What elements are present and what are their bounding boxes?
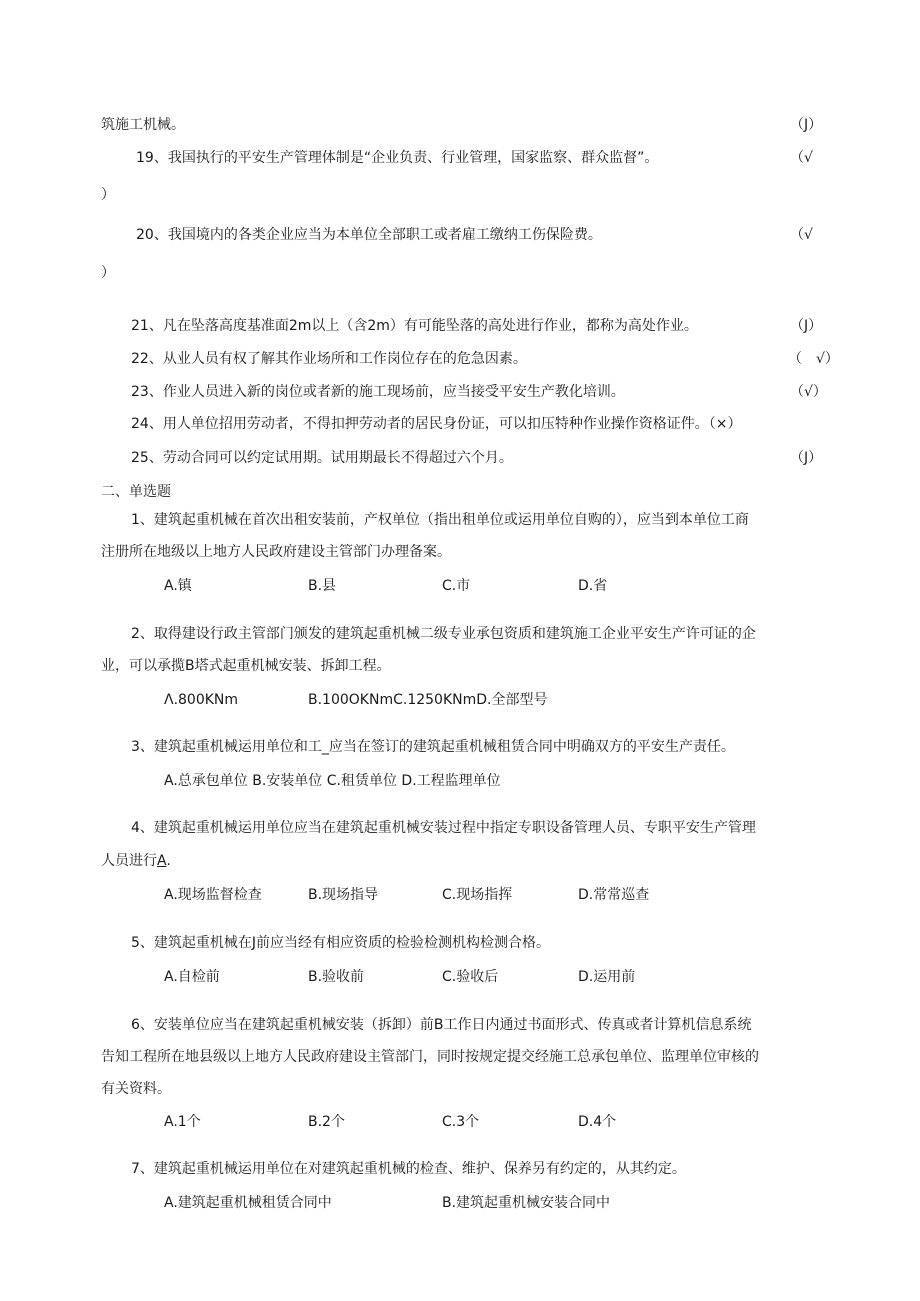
q3-line-1: 3、建筑起重机械运用单位和工_应当在签订的建筑起重机械租赁合同中明确双方的平安生产责任。	[131, 739, 735, 755]
tf-item-25: 25、劳动合同可以约定试用期。试用期最长不得超过六个月。	[131, 450, 513, 466]
q1-option-c: C.市	[442, 578, 471, 594]
q6-line-3: 有关资料。	[101, 1081, 171, 1097]
q2-line-1: 2、取得建设行政主管部门颁发的建筑起重机械二级专业承包资质和建筑施工企业平安生产许可证的企	[131, 626, 756, 642]
q3-options: A.总承包单位 B.安装单位 C.租赁单位 D.工程监理单位	[164, 773, 501, 789]
q5-option-c: C.验收后	[442, 969, 499, 985]
q4-line-1: 4、建筑起重机械运用单位应当在建筑起重机械安装过程中指定专职设备管理人员、专职平安生产管理	[131, 820, 756, 836]
q5-line-1: 5、建筑起重机械在J前应当经有相应资质的检验检测机构检测合格。	[131, 935, 551, 951]
q7-option-a: A.建筑起重机械租赁合同中	[164, 1195, 332, 1211]
q6-option-a: A.1个	[164, 1114, 201, 1130]
q4-option-b: B.现场指导	[308, 887, 379, 903]
q1-option-b: B.县	[308, 578, 337, 594]
q5-option-d: D.运用前	[578, 969, 636, 985]
q7-option-b: B.建筑起重机械安装合同中	[442, 1195, 611, 1211]
tf-mark-19-close: ）	[101, 187, 115, 203]
q2-options-rest: B.100OKNmC.1250KNmD.全部型号	[308, 692, 548, 708]
q4-line-2-end: .	[166, 853, 171, 869]
q6-line-2: 告知工程所在地县级以上地方人民政府建设主管部门，同时按规定提交经施工总承包单位、监理单位审核的	[101, 1049, 759, 1065]
q2-line-2: 业，可以承揽B塔式起重机械安装、拆卸工程。	[101, 658, 391, 674]
q6-option-c: C.3个	[442, 1114, 480, 1130]
q1-option-d: D.省	[578, 578, 608, 594]
tf-item-18-tail: 筑施工机械。	[101, 117, 185, 133]
tf-item-24: 24、用人单位招用劳动者，不得扣押劳动者的居民身份证，可以扣压特种作业操作资格证件。（×）	[131, 416, 742, 432]
q4-line-2-text: 人员进行	[101, 853, 157, 869]
q6-option-b: B.2个	[308, 1114, 345, 1130]
q6-line-1: 6、安装单位应当在建筑起重机械安装（拆卸）前B工作日内通过书面形式、传真或者计算机信息系统	[131, 1017, 752, 1033]
q7-line-1: 7、建筑起重机械运用单位在对建筑起重机械的检查、维护、保养另有约定的，从其约定。	[131, 1161, 686, 1177]
tf-item-21: 21、凡在坠落高度基准面2m以上（含2m）有可能坠落的高处进行作业，都称为高处作业。	[131, 318, 698, 334]
q4-line-2	[101, 851, 171, 871]
q4-option-c: C.现场指挥	[442, 887, 513, 903]
tf-item-20: 20、我国境内的各类企业应当为本单位全部职工或者雇工缴纳工伤保险费。	[136, 227, 602, 243]
tf-mark-19: （√	[790, 150, 813, 166]
q6-option-d: D.4个	[578, 1114, 617, 1130]
q1-option-a: A.镇	[164, 578, 192, 594]
tf-mark-22: （ √）	[788, 351, 839, 367]
q2-option-a: Λ.800KNm	[164, 692, 239, 708]
tf-item-23: 23、作业人员进入新的岗位或者新的施工现场前，应当接受平安生产教化培训。	[131, 384, 625, 400]
q1-line-2: 注册所在地级以上地方人民政府建设主管部门办理备案。	[101, 544, 451, 560]
q4-answer: A	[157, 853, 167, 869]
tf-mark-20-close: ）	[101, 265, 115, 281]
q4-option-d: D.常常巡查	[578, 887, 650, 903]
tf-mark-18: （J）	[790, 117, 823, 133]
tf-mark-21: （J）	[790, 318, 823, 334]
tf-mark-23: （√）	[790, 384, 827, 400]
tf-mark-20: （√	[790, 227, 813, 243]
section-heading: 二、单选题	[101, 484, 171, 500]
tf-item-19: 19、我国执行的平安生产管理体制是“企业负责、行业管理，国家监察、群众监督”。	[136, 150, 659, 166]
q4-option-a: A.现场监督检查	[164, 887, 262, 903]
tf-mark-25: （J）	[790, 450, 823, 466]
tf-item-22: 22、从业人员有权了解其作业场所和工作岗位存在的危急因素。	[131, 351, 527, 367]
q5-option-a: A.自检前	[164, 969, 220, 985]
q5-option-b: B.验收前	[308, 969, 365, 985]
q1-line-1: 1、建筑起重机械在首次出租安装前，产权单位（指出租单位或运用单位自购的），应当到本单位工商	[131, 512, 749, 528]
